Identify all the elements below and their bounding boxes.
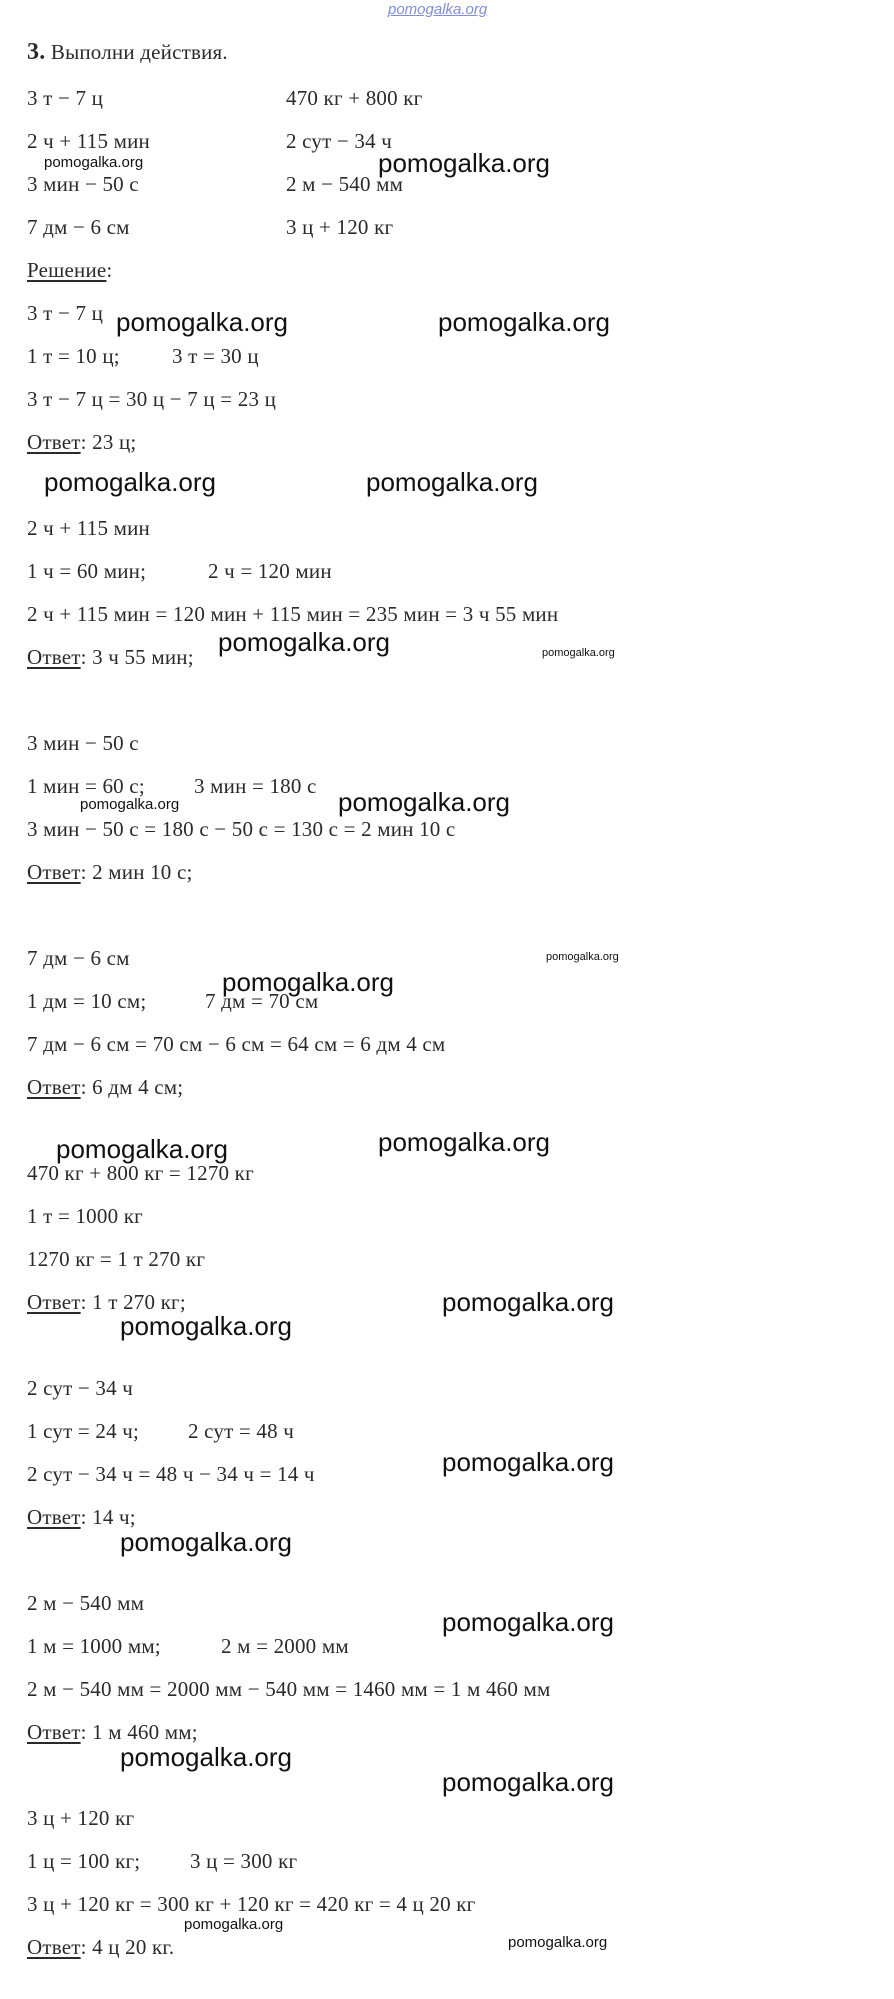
block-2-conversion-b: 2 ч = 120 мин [208,559,332,583]
block-3-calculation: 3 мин − 50 с = 180 с − 50 с = 130 с = 2 мин 10 с [27,817,456,841]
block-6-expression: 2 сут − 34 ч [27,1376,134,1400]
answer-value: : 1 т 270 кг; [80,1290,186,1314]
block-7-expression: 2 м − 540 мм [27,1591,145,1615]
watermark: pomogalka.org [44,467,216,497]
block-3-expression: 3 мин − 50 с [27,731,139,755]
task-1-right: 470 кг + 800 кг [286,86,423,110]
answer-value: : 14 ч; [80,1505,136,1529]
block-8-conversion-a: 1 ц = 100 кг; [27,1849,141,1873]
watermark: pomogalka.org [120,1311,292,1341]
block-1-conversion-a: 1 т = 10 ц; [27,344,120,368]
answer-label: Ответ [27,1935,81,1959]
block-5-conversion-a: 1 т = 1000 кг [27,1204,143,1228]
task-3-left: 3 мин − 50 с [27,172,139,196]
watermark: pomogalka.org [542,647,615,659]
block-6-answer [27,1505,136,1529]
watermark: pomogalka.org [80,796,180,813]
watermark: pomogalka.org [442,1287,614,1317]
answer-label: Ответ [27,860,81,884]
task-4-left: 7 дм − 6 см [27,215,130,239]
watermark: pomogalka.org [120,1527,292,1557]
block-8-expression: 3 ц + 120 кг [27,1806,135,1830]
watermark: pomogalka.org [546,951,619,963]
answer-value: : 23 ц; [80,430,137,454]
task-2-left: 2 ч + 115 мин [27,129,150,153]
watermark: pomogalka.org [338,787,510,817]
block-5-calculation: 1270 кг = 1 т 270 кг [27,1247,206,1271]
block-8-answer [27,1935,174,1959]
solution-label: Решение [27,258,107,282]
block-4-answer [27,1075,183,1099]
answer-label: Ответ [27,645,81,669]
answer-value: : 6 дм 4 см; [80,1075,184,1099]
block-3-conversion-a: 1 мин = 60 с; [27,774,145,798]
answer-label: Ответ [27,430,81,454]
watermark: pomogalka.org [378,148,550,178]
block-6-calculation: 2 сут − 34 ч = 48 ч − 34 ч = 14 ч [27,1462,315,1486]
exercise-title: Выполни действия. [45,40,228,64]
block-4-expression: 7 дм − 6 см [27,946,130,970]
block-2-calculation: 2 ч + 115 мин = 120 мин + 115 мин = 235 мин = 3 ч 55 мин [27,602,559,626]
answer-label: Ответ [27,1075,81,1099]
solution-heading: Решение: [27,258,113,282]
answer-value: : 1 м 460 мм; [80,1720,198,1744]
answer-value: : 2 мин 10 с; [80,860,193,884]
watermark: pomogalka.org [120,1742,292,1772]
block-1-conversion-b: 3 т = 30 ц [172,344,259,368]
task-1-left: 3 т − 7 ц [27,86,104,110]
block-6-conversion-a: 1 сут = 24 ч; [27,1419,140,1443]
answer-label: Ответ [27,1720,81,1744]
watermark: pomogalka.org [378,1127,550,1157]
watermark: pomogalka.org [442,1607,614,1637]
block-8-conversion-b: 3 ц = 300 кг [190,1849,298,1873]
block-6-conversion-b: 2 сут = 48 ч [188,1419,295,1443]
task-3-right: 2 м − 540 мм [286,172,404,196]
block-1-calculation: 3 т − 7 ц = 30 ц − 7 ц = 23 ц [27,387,277,411]
block-8-calculation: 3 ц + 120 кг = 300 кг + 120 кг = 420 кг = 4 ц 20 кг [27,1892,476,1916]
watermark: pomogalka.org [442,1767,614,1797]
answer-label: Ответ [27,1505,81,1529]
top-watermark: pomogalka.org [388,1,488,18]
watermark: pomogalka.org [442,1447,614,1477]
watermark: pomogalka.org [508,1934,608,1951]
watermark: pomogalka.org [184,1916,284,1933]
watermark: pomogalka.org [438,307,610,337]
block-7-answer [27,1720,198,1744]
answer-label: Ответ [27,1290,81,1314]
block-4-conversion-b: 7 дм = 70 см [205,989,319,1013]
block-5-expression: 470 кг + 800 кг = 1270 кг [27,1161,254,1185]
block-3-conversion-b: 3 мин = 180 с [194,774,317,798]
block-4-calculation: 7 дм − 6 см = 70 см − 6 см = 64 см = 6 дм 4 см [27,1032,446,1056]
watermark: pomogalka.org [366,467,538,497]
block-2-conversion-a: 1 ч = 60 мин; [27,559,147,583]
block-4-conversion-a: 1 дм = 10 см; [27,989,147,1013]
block-1-answer [27,430,136,454]
watermark: pomogalka.org [44,154,144,171]
answer-value: : 4 ц 20 кг. [80,1935,175,1959]
block-7-conversion-b: 2 м = 2000 мм [221,1634,349,1658]
answer-value: : 3 ч 55 мин; [80,645,194,669]
exercise-number: 3. [27,39,46,65]
block-3-answer [27,860,193,884]
block-2-expression: 2 ч + 115 мин [27,516,150,540]
exercise-heading [27,40,228,64]
task-2-right: 2 сут − 34 ч [286,129,393,153]
watermark: pomogalka.org [222,967,394,997]
watermark: pomogalka.org [56,1134,228,1164]
block-7-calculation: 2 м − 540 мм = 2000 мм − 540 мм = 1460 мм = 1 м 460 мм [27,1677,551,1701]
block-2-answer [27,645,194,669]
watermark: pomogalka.org [218,627,390,657]
block-1-expression: 3 т − 7 ц [27,301,104,325]
task-4-right: 3 ц + 120 кг [286,215,394,239]
block-7-conversion-a: 1 м = 1000 мм; [27,1634,161,1658]
watermark: pomogalka.org [116,307,288,337]
